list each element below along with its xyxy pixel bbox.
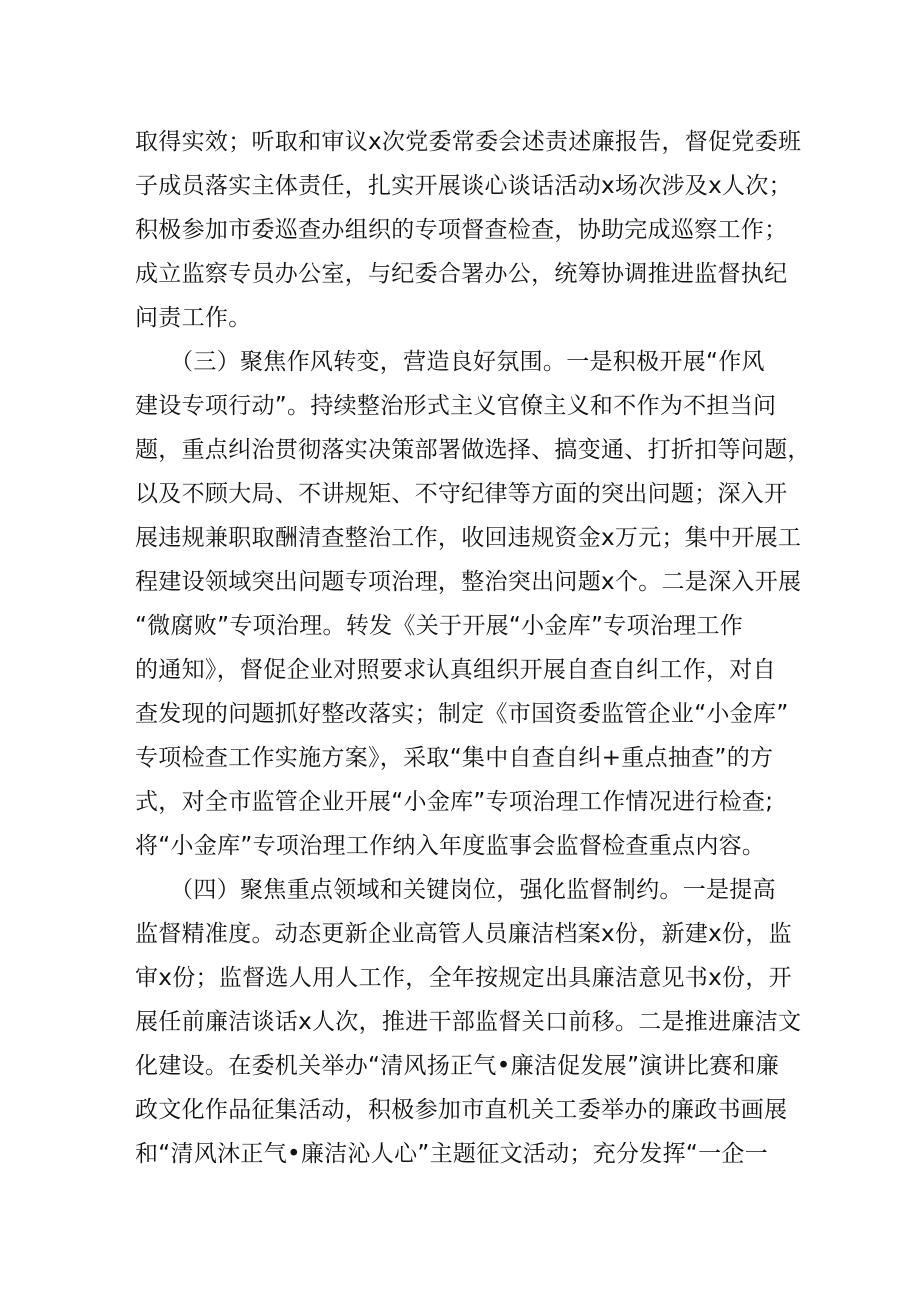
text-line: 子成员落实主体责任，扎实开展谈心谈话活动x场次涉及x人次；: [135, 173, 792, 199]
text-line: 建设专项行动”。持续整治形式主义官僚主义和不作为不担当问: [135, 393, 777, 419]
text-line: 程建设领域突出问题专项治理，整治突出问题x个。二是深入开展: [135, 569, 802, 595]
text-line: 和“清风沐正气•廉洁沁人心”主题征文活动；充分发挥“一企一: [135, 1141, 769, 1167]
text-line: 审x份；监督选人用人工作，全年按规定出具廉洁意见书x份，开: [135, 965, 792, 991]
text-line: 查发现的问题抓好整改落实；制定《市国资委监管企业“小金库”: [135, 701, 789, 727]
text-line: 专项检查工作实施方案》，采取“集中自查自纠+重点抽查”的方: [135, 745, 774, 771]
text-line: 展违规兼职取酬清查整治工作，收回违规资金x万元；集中开展工: [135, 525, 802, 551]
text-line: 以及不顾大局、不讲规矩、不守纪律等方面的突出问题；深入开: [135, 481, 788, 507]
text-line: 取得实效；听取和审议x次党委常委会述责述廉报告，督促党委班: [135, 129, 802, 155]
text-line: 展任前廉洁谈话x人次，推进干部监督关口前移。二是推进廉洁文: [135, 1009, 802, 1035]
text-line: “微腐败”专项治理。转发《关于开展“小金库”专项治理工作: [135, 613, 744, 639]
text-line: 监督精准度。动态更新企业高管人员廉洁档案x份，新建x份，监: [135, 921, 792, 947]
text-line: 化建设。在委机关举办“清风扬正气•廉洁促发展”演讲比赛和廉: [135, 1053, 780, 1079]
section-heading-line: （三）聚焦作风转变，营造良好氛围。一是积极开展“作风: [135, 349, 765, 375]
text-line: 题，重点纠治贯彻落实决策部署做选择、搞变通、打折扣等问题，: [135, 437, 811, 463]
section-heading-line: （四）聚焦重点领域和关键岗位，强化监督制约。一是提高: [135, 877, 776, 903]
text-line: 的通知》，督促企业对照要求认真组织开展自查自纠工作，对自: [135, 657, 776, 683]
text-line: 积极参加市委巡查办组织的专项督查检查，协助完成巡察工作；: [135, 217, 788, 243]
text-line: 政文化作品征集活动，积极参加市直机关工委举办的廉政书画展: [135, 1097, 788, 1123]
text-line: 成立监察专员办公室，与纪委合署办公，统筹协调推进监督执纪: [135, 261, 788, 287]
body-text: [135, 120, 811, 1176]
text-line: 将“小金库”专项治理工作纳入年度监事会监督检查重点内容。: [135, 833, 766, 859]
text-line: 问责工作。: [135, 305, 252, 331]
text-line: 式，对全市监管企业开展“小金库”专项治理工作情况进行检查;: [135, 789, 774, 815]
